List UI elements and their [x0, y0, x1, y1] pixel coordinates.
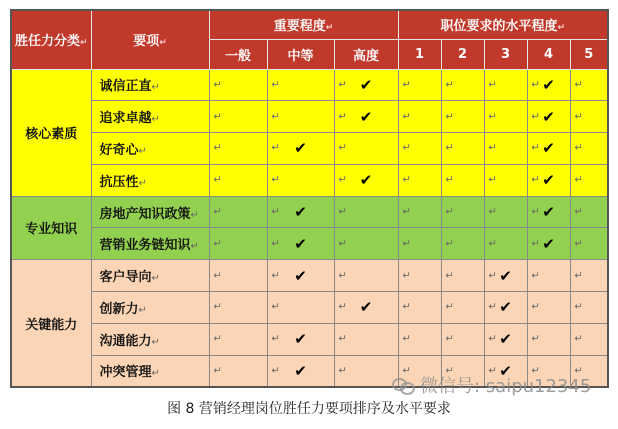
paragraph-mark: ↵: [402, 365, 411, 377]
paragraph-mark: ↵: [271, 301, 280, 313]
level-cell: [570, 228, 608, 260]
table-row: [11, 69, 608, 101]
paragraph-mark: ↵: [488, 270, 497, 282]
paragraph-mark: ↵: [445, 79, 454, 91]
level-cell: [441, 101, 484, 133]
paragraph-mark: ↵: [531, 142, 540, 154]
level-cell: [570, 196, 608, 228]
item-label: 冲突管理: [99, 365, 152, 381]
item-cell: [91, 228, 209, 260]
importance-cell: [334, 164, 398, 196]
item-label: 诚信正直: [99, 79, 152, 95]
checkmark-icon: ✔: [359, 298, 373, 317]
paragraph-mark: ↵: [531, 111, 540, 123]
paragraph-mark: ↵: [213, 111, 222, 123]
checkmark-icon: ✔: [359, 75, 373, 94]
header-category: 胜任力分类↵: [11, 10, 91, 69]
paragraph-mark: ↵: [531, 270, 540, 282]
importance-cell: [267, 196, 334, 228]
table-row: [11, 164, 608, 196]
level-cell: [441, 228, 484, 260]
level-cell: [484, 164, 527, 196]
header-importance-2: 中等: [267, 39, 334, 69]
paragraph-mark: ↵: [402, 270, 411, 282]
paragraph-mark: ↵: [338, 142, 347, 154]
paragraph-mark: ↵: [402, 333, 411, 345]
header-importance-1: 一般: [209, 39, 267, 69]
paragraph-mark: ↵: [338, 301, 347, 313]
level-cell: [484, 323, 527, 355]
level-cell: [527, 69, 570, 101]
checkmark-icon: ✔: [542, 107, 555, 126]
level-cell: [484, 101, 527, 133]
header-level-4: 4: [527, 39, 570, 69]
level-cell: [441, 164, 484, 196]
importance-cell: [209, 69, 267, 101]
importance-cell: [209, 260, 267, 292]
paragraph-mark: ↵: [213, 270, 222, 282]
paragraph-mark: ↵: [445, 365, 454, 377]
importance-cell: [267, 101, 334, 133]
paragraph-mark: ↵: [531, 301, 540, 313]
importance-cell: [334, 355, 398, 387]
level-cell: [398, 196, 441, 228]
category-cell: 核心素质: [11, 69, 91, 196]
level-cell: [570, 292, 608, 324]
level-cell: [398, 228, 441, 260]
table-row: [11, 228, 608, 260]
paragraph-mark: ↵: [488, 206, 497, 218]
level-cell: [398, 292, 441, 324]
level-cell: [398, 164, 441, 196]
paragraph-mark: ↵: [338, 111, 347, 123]
level-cell: [527, 101, 570, 133]
paragraph-mark: ↵: [445, 270, 454, 282]
paragraph-mark: ↵: [213, 79, 222, 91]
checkmark-icon: ✔: [294, 330, 307, 349]
level-cell: [441, 133, 484, 165]
paragraph-mark: ↵: [488, 142, 497, 154]
checkmark-icon: ✔: [294, 361, 307, 380]
level-cell: [484, 292, 527, 324]
watermark-text: 微信号: saipu12345: [420, 376, 592, 397]
paragraph-mark: ↵: [488, 365, 497, 377]
paragraph-mark: ↵: [402, 142, 411, 154]
importance-cell: [209, 292, 267, 324]
item-cell: [91, 355, 209, 387]
paragraph-mark: ↵: [488, 301, 497, 313]
paragraph-mark: ↵: [488, 238, 497, 250]
checkmark-icon: ✔: [542, 203, 555, 222]
paragraph-mark: ↵: [574, 206, 583, 218]
header-level-requirement: 职位要求的水平程度↵: [398, 10, 608, 39]
importance-cell: [267, 292, 334, 324]
importance-cell: [267, 228, 334, 260]
paragraph-mark: ↵: [531, 174, 540, 186]
importance-cell: [209, 323, 267, 355]
table-row: [11, 292, 608, 324]
level-cell: [570, 323, 608, 355]
paragraph-mark: ↵: [574, 174, 583, 186]
checkmark-icon: ✔: [294, 139, 307, 158]
paragraph-mark: ↵: [271, 238, 280, 250]
paragraph-mark: ↵: [213, 142, 222, 154]
checkmark-icon: ✔: [359, 107, 373, 126]
importance-cell: [334, 69, 398, 101]
checkmark-icon: ✔: [499, 361, 512, 380]
paragraph-mark: ↵: [338, 238, 347, 250]
paragraph-mark: ↵: [190, 209, 199, 221]
importance-cell: [334, 133, 398, 165]
paragraph-mark: ↵: [574, 365, 583, 377]
table-row: [11, 260, 608, 292]
competency-table: [10, 9, 609, 388]
level-cell: [484, 196, 527, 228]
importance-cell: [209, 196, 267, 228]
table-row: [11, 196, 608, 228]
paragraph-mark: ↵: [271, 142, 280, 154]
importance-cell: [267, 69, 334, 101]
importance-cell: [334, 323, 398, 355]
paragraph-mark: ↵: [402, 301, 411, 313]
importance-cell: [209, 101, 267, 133]
level-cell: [441, 260, 484, 292]
paragraph-mark: ↵: [402, 206, 411, 218]
paragraph-mark: ↵: [338, 270, 347, 282]
header-level-2: 2: [441, 39, 484, 69]
paragraph-mark: ↵: [574, 333, 583, 345]
paragraph-mark: ↵: [574, 111, 583, 123]
item-label: 房地产知识政策: [99, 206, 191, 222]
importance-cell: [334, 101, 398, 133]
importance-cell: [209, 133, 267, 165]
level-cell: [484, 133, 527, 165]
level-cell: [398, 260, 441, 292]
paragraph-mark: ↵: [271, 270, 280, 282]
paragraph-mark: ↵: [445, 142, 454, 154]
paragraph-mark: ↵: [151, 273, 160, 285]
paragraph-mark: ↵: [445, 238, 454, 250]
item-label: 抗压性: [99, 174, 139, 190]
paragraph-mark: ↵: [445, 111, 454, 123]
paragraph-mark: ↵: [271, 79, 280, 91]
paragraph-mark: ↵: [445, 206, 454, 218]
paragraph-mark: ↵: [151, 114, 160, 126]
paragraph-mark: ↵: [531, 79, 540, 91]
level-cell: [398, 133, 441, 165]
level-cell: [398, 69, 441, 101]
paragraph-mark: ↵: [338, 333, 347, 345]
level-cell: [527, 323, 570, 355]
paragraph-mark: ↵: [488, 79, 497, 91]
checkmark-icon: ✔: [294, 203, 307, 222]
paragraph-mark: ↵: [574, 301, 583, 313]
item-cell: [91, 196, 209, 228]
paragraph-mark: ↵: [213, 206, 222, 218]
checkmark-icon: ✔: [542, 75, 555, 94]
importance-cell: [267, 164, 334, 196]
category-cell: 专业知识: [11, 196, 91, 260]
checkmark-icon: ✔: [542, 234, 555, 253]
paragraph-mark: ↵: [151, 336, 160, 348]
importance-cell: [334, 228, 398, 260]
level-cell: [527, 260, 570, 292]
importance-cell: [334, 196, 398, 228]
checkmark-icon: ✔: [294, 266, 307, 285]
item-cell: [91, 133, 209, 165]
paragraph-mark: ↵: [488, 174, 497, 186]
paragraph-mark: ↵: [574, 270, 583, 282]
paragraph-mark: ↵: [338, 365, 347, 377]
level-cell: [484, 69, 527, 101]
competency-table-container: [10, 9, 607, 386]
paragraph-mark: ↵: [151, 368, 160, 380]
paragraph-mark: ↵: [445, 333, 454, 345]
checkmark-icon: ✔: [499, 266, 512, 285]
paragraph-mark: ↵: [338, 206, 347, 218]
figure-caption: 图 8 营销经理岗位胜任力要项排序及水平要求: [167, 401, 451, 417]
level-cell: [441, 292, 484, 324]
paragraph-mark: ↵: [271, 111, 280, 123]
paragraph-mark: ↵: [213, 174, 222, 186]
paragraph-mark: ↵: [488, 333, 497, 345]
importance-cell: [334, 292, 398, 324]
item-label: 客户导向: [99, 270, 152, 286]
importance-cell: [267, 355, 334, 387]
importance-cell: [267, 133, 334, 165]
paragraph-mark: ↵: [271, 174, 280, 186]
checkmark-icon: ✔: [294, 234, 307, 253]
paragraph-mark: ↵: [271, 206, 280, 218]
paragraph-mark: ↵: [213, 333, 222, 345]
level-cell: [527, 228, 570, 260]
item-cell: [91, 260, 209, 292]
category-cell: 关键能力: [11, 260, 91, 387]
level-cell: [570, 164, 608, 196]
level-cell: [441, 323, 484, 355]
paragraph-mark: ↵: [213, 238, 222, 250]
checkmark-icon: ✔: [359, 171, 373, 190]
paragraph-mark: ↵: [445, 301, 454, 313]
paragraph-mark: ↵: [488, 111, 497, 123]
checkmark-icon: ✔: [542, 139, 555, 158]
level-cell: [527, 133, 570, 165]
paragraph-mark: ↵: [574, 79, 583, 91]
paragraph-mark: ↵: [531, 238, 540, 250]
paragraph-mark: ↵: [138, 304, 147, 316]
item-cell: [91, 101, 209, 133]
paragraph-mark: ↵: [138, 145, 147, 157]
paragraph-mark: ↵: [138, 177, 147, 189]
header-level-3: 3: [484, 39, 527, 69]
table-body: [11, 69, 608, 387]
item-label: 好奇心: [99, 142, 139, 158]
paragraph-mark: ↵: [338, 174, 347, 186]
level-cell: [398, 323, 441, 355]
item-cell: [91, 323, 209, 355]
paragraph-mark: ↵: [402, 111, 411, 123]
header-level-5: 5: [570, 39, 608, 69]
level-cell: [527, 196, 570, 228]
header-importance-3: 高度: [334, 39, 398, 69]
paragraph-mark: ↵: [445, 174, 454, 186]
level-cell: [398, 101, 441, 133]
checkmark-icon: ✔: [542, 171, 555, 190]
importance-cell: [209, 355, 267, 387]
item-label: 营销业务链知识: [99, 238, 191, 254]
checkmark-icon: ✔: [499, 330, 512, 349]
paragraph-mark: ↵: [213, 365, 222, 377]
item-label: 追求卓越: [99, 111, 152, 127]
item-label: 创新力: [99, 301, 139, 317]
importance-cell: [209, 228, 267, 260]
paragraph-mark: ↵: [531, 206, 540, 218]
level-cell: [484, 260, 527, 292]
importance-cell: [209, 164, 267, 196]
header-item: 要项↵: [91, 10, 209, 69]
importance-cell: [334, 260, 398, 292]
paragraph-mark: ↵: [402, 238, 411, 250]
paragraph-mark: ↵: [271, 333, 280, 345]
item-label: 沟通能力: [99, 333, 152, 349]
paragraph-mark: ↵: [338, 79, 347, 91]
level-cell: [570, 133, 608, 165]
table-row: [11, 133, 608, 165]
table-row: [11, 323, 608, 355]
level-cell: [527, 164, 570, 196]
paragraph-mark: ↵: [531, 333, 540, 345]
header-row-1: [11, 10, 608, 39]
level-cell: [527, 292, 570, 324]
importance-cell: [267, 323, 334, 355]
level-cell: [441, 69, 484, 101]
paragraph-mark: ↵: [402, 79, 411, 91]
table-row: [11, 101, 608, 133]
header-level-1: 1: [398, 39, 441, 69]
wechat-logo-icon: [392, 376, 414, 394]
watermark: [392, 372, 612, 398]
level-cell: [484, 228, 527, 260]
paragraph-mark: ↵: [190, 241, 199, 253]
importance-cell: [267, 260, 334, 292]
level-cell: [570, 260, 608, 292]
paragraph-mark: ↵: [402, 174, 411, 186]
checkmark-icon: ✔: [499, 298, 512, 317]
paragraph-mark: ↵: [574, 238, 583, 250]
item-cell: [91, 164, 209, 196]
level-cell: [570, 69, 608, 101]
paragraph-mark: ↵: [271, 365, 280, 377]
paragraph-mark: ↵: [213, 301, 222, 313]
header-importance: 重要程度↵: [209, 10, 398, 39]
level-cell: [570, 101, 608, 133]
paragraph-mark: ↵: [531, 365, 540, 377]
item-cell: [91, 292, 209, 324]
paragraph-mark: ↵: [151, 82, 160, 94]
item-cell: [91, 69, 209, 101]
paragraph-mark: ↵: [574, 142, 583, 154]
level-cell: [441, 196, 484, 228]
